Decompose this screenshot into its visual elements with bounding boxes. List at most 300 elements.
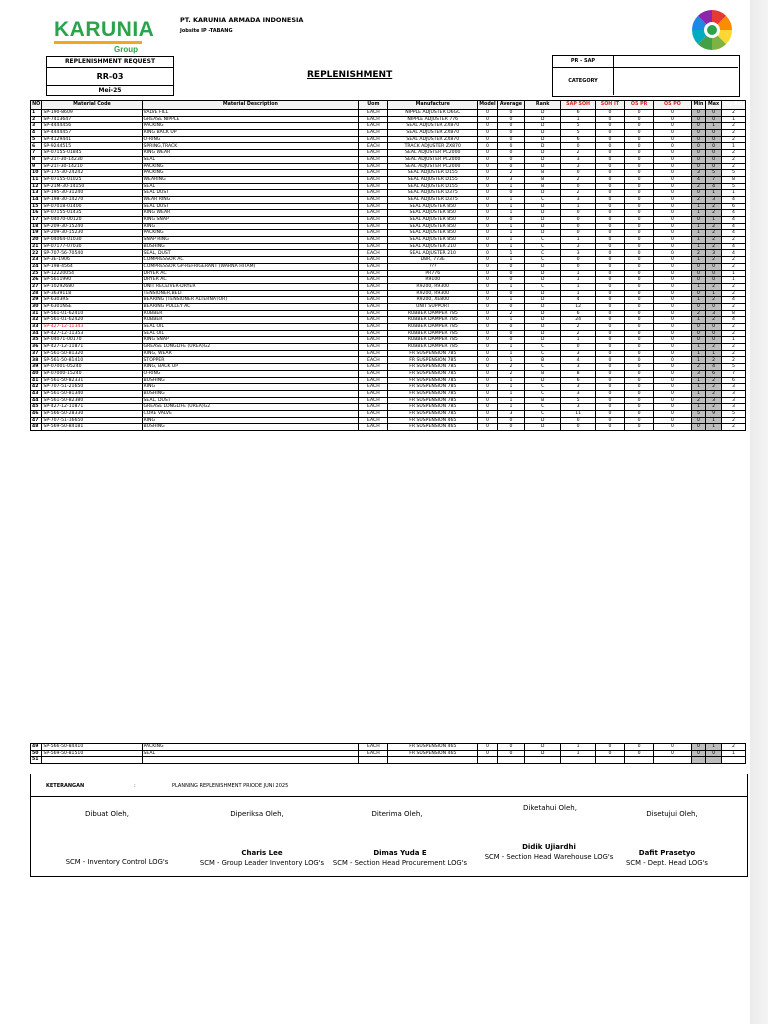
cell-max: 2 xyxy=(706,357,722,364)
cell-uom: EACH xyxy=(359,110,388,117)
table-row xyxy=(31,130,746,137)
cell-max: 1 xyxy=(706,217,722,224)
cell-no: 3 xyxy=(31,123,42,130)
cell-qty-req: 2 xyxy=(721,744,745,751)
cell-material-description: BUSHING xyxy=(142,243,359,250)
signature-action: Diterima Oleh, xyxy=(371,810,423,818)
cell-sap-soh: 3 xyxy=(561,404,595,411)
cell-material-description: PACKING xyxy=(142,230,359,237)
cell-manufacture: RUBBER DAMPER 785 xyxy=(388,344,478,351)
cell-no: 49 xyxy=(31,744,42,751)
cell-os-pr: 0 xyxy=(625,143,654,150)
cell-sap-soh: 1 xyxy=(561,744,595,751)
cell-qty-req: 3 xyxy=(721,384,745,391)
cell-uom: EACH xyxy=(359,297,388,304)
cell-max: 0 xyxy=(706,143,722,150)
cell-average: 0 xyxy=(497,190,524,197)
cell-model: 0 xyxy=(478,203,498,210)
cell-os-pr: 0 xyxy=(625,116,654,123)
cell-model: 0 xyxy=(478,337,498,344)
cell-os-po: 0 xyxy=(654,350,692,357)
cell-soh-it: 0 xyxy=(595,110,624,117)
cell-manufacture: FR SUSPENSION 785 xyxy=(388,404,478,411)
cell-soh-it: 0 xyxy=(595,210,624,217)
cell-rank: D xyxy=(524,324,560,331)
cell-rank: D xyxy=(524,277,560,284)
cell-max: 3 xyxy=(706,196,722,203)
cell-manufacture: TRACK ADJUSTER ZX870 xyxy=(388,143,478,150)
col-material-description-header: Material Description xyxy=(142,101,359,110)
cell-os-pr: 0 xyxy=(625,370,654,377)
cell-os-po: 0 xyxy=(654,297,692,304)
cell-max: 6 xyxy=(706,370,722,377)
cell-material-description: SEAL DUST xyxy=(142,190,359,197)
cell-qty-req: 6 xyxy=(721,203,745,210)
cell-os-po: 0 xyxy=(654,250,692,257)
cell-soh-it: 0 xyxy=(595,250,624,257)
cell-no: 46 xyxy=(31,410,42,417)
cell-no: 48 xyxy=(31,424,42,431)
cell-min: 2 xyxy=(691,397,706,404)
cell-average: 1 xyxy=(497,377,524,384)
cell-os-pr: 0 xyxy=(625,324,654,331)
cell-model: 0 xyxy=(478,750,498,757)
cell-os-po: 0 xyxy=(654,176,692,183)
cell-material-description: STOPPER xyxy=(142,357,359,364)
cell-os-pr: 0 xyxy=(625,283,654,290)
cell-soh-it: 0 xyxy=(595,297,624,304)
cell-manufacture: D8R, 773E xyxy=(388,257,478,264)
cell-material-code: SP-209-30-15230 xyxy=(42,230,142,237)
table-row xyxy=(31,310,746,317)
cell-average: 1 xyxy=(497,344,524,351)
cell-manufacture: FR SUSPENSION 785 xyxy=(388,384,478,391)
cell-average: 1 xyxy=(497,283,524,290)
cell-min: 0 xyxy=(691,150,706,157)
cell-material-description: RING WEAR xyxy=(142,210,359,217)
cell-min: 1 xyxy=(691,223,706,230)
cell-max: 2 xyxy=(706,344,722,351)
cell-model: 0 xyxy=(478,344,498,351)
cell-min: 0 xyxy=(691,330,706,337)
cell-material-description: WEAR RING xyxy=(142,196,359,203)
table-row xyxy=(31,230,746,237)
cell-average: 0 xyxy=(497,270,524,277)
cell-model: 0 xyxy=(478,130,498,137)
cell-material-code: SP-4444456 xyxy=(42,123,142,130)
cell-uom: EACH xyxy=(359,397,388,404)
cell-no: 24 xyxy=(31,263,42,270)
cell-soh-it: 0 xyxy=(595,410,624,417)
cell-sap-soh: 11 xyxy=(561,410,595,417)
color-wheel-logo-icon xyxy=(690,8,734,52)
table-row xyxy=(31,384,746,391)
cell-rank: C xyxy=(524,390,560,397)
cell-os-po: 0 xyxy=(654,357,692,364)
cell-qty-req: 8 xyxy=(721,310,745,317)
cell-sap-soh: 24 xyxy=(561,317,595,324)
cell-soh-it: 0 xyxy=(595,270,624,277)
cell-model: 0 xyxy=(478,417,498,424)
cell-no: 34 xyxy=(31,330,42,337)
cell-soh-it: 0 xyxy=(595,277,624,284)
cell-max: 1 xyxy=(706,744,722,751)
table-row xyxy=(31,123,746,130)
cell-min: 0 xyxy=(691,263,706,270)
cell-average: 1 xyxy=(497,357,524,364)
cell-model: 0 xyxy=(478,377,498,384)
cell-max: 1 xyxy=(706,190,722,197)
col-no-header: NO xyxy=(31,101,42,110)
cell-soh-it: 0 xyxy=(595,417,624,424)
cell-rank: B xyxy=(524,370,560,377)
cell-qty-req: 2 xyxy=(721,303,745,310)
signature-action: Diperiksa Oleh, xyxy=(230,810,284,818)
signature-role-block-5 xyxy=(602,849,732,867)
cell-os-pr: 0 xyxy=(625,183,654,190)
cell-uom: EACH xyxy=(359,344,388,351)
table-row xyxy=(31,196,746,203)
table-row xyxy=(31,390,746,397)
cell-average: 1 xyxy=(497,243,524,250)
cell-min: 2 xyxy=(691,196,706,203)
cell-material-code: SP-561-01-62420 xyxy=(42,317,142,324)
cell-material-description: SEAL xyxy=(142,750,359,757)
cell-material-code: SP-427-12-11353 xyxy=(42,330,142,337)
cell-min: 0 xyxy=(691,270,706,277)
cell-uom: EACH xyxy=(359,350,388,357)
cell-no: 2 xyxy=(31,116,42,123)
cell-os-po: 0 xyxy=(654,230,692,237)
cell-uom: EACH xyxy=(359,750,388,757)
cell-no: 41 xyxy=(31,377,42,384)
cell-os-pr: 0 xyxy=(625,136,654,143)
cell-no: 13 xyxy=(31,190,42,197)
table-row xyxy=(31,116,746,123)
cell-model: 0 xyxy=(478,217,498,224)
cell-rank: D xyxy=(524,750,560,757)
cell-soh-it: 0 xyxy=(595,424,624,431)
cell-os-pr: 0 xyxy=(625,243,654,250)
cell-os-po: 0 xyxy=(654,237,692,244)
request-month: Mei-25 xyxy=(98,87,122,94)
cell-material-code: SP-569-50-84181 xyxy=(42,424,142,431)
cell-no: 15 xyxy=(31,203,42,210)
cell-min: 3 xyxy=(691,170,706,177)
cell-sap-soh: 3 xyxy=(561,364,595,371)
cell-max: 0 xyxy=(706,330,722,337)
signature-role-block-3 xyxy=(320,849,480,867)
cell-qty-req: 4 xyxy=(721,297,745,304)
cell-model: 0 xyxy=(478,116,498,123)
cell-material-description: VALVE FILL xyxy=(142,110,359,117)
cell-os-po: 0 xyxy=(654,163,692,170)
cell-min: 0 xyxy=(691,116,706,123)
cell-min: 2 xyxy=(691,183,706,190)
signature-block-3 xyxy=(327,810,467,818)
cell-os-pr: 0 xyxy=(625,744,654,751)
cell-os-pr: 0 xyxy=(625,270,654,277)
cell-max: 2 xyxy=(706,243,722,250)
cell-manufacture: SEAL ADJUSTER ZX870 xyxy=(388,136,478,143)
cell-material-description: BUSHING xyxy=(142,377,359,384)
table-row xyxy=(31,223,746,230)
table-row xyxy=(31,750,746,757)
signature-name: Dimas Yuda E xyxy=(373,849,427,857)
cell-sap-soh: 12 xyxy=(561,303,595,310)
cell-average: 2 xyxy=(497,310,524,317)
cell-no: 21 xyxy=(31,243,42,250)
col-manufacture-header: Manufacture xyxy=(388,101,478,110)
cell-rank: D xyxy=(524,123,560,130)
cell-soh-it: 0 xyxy=(595,350,624,357)
cell-manufacture: SEAL ADJUSTER D155 xyxy=(388,176,478,183)
cell-os-pr: 0 xyxy=(625,297,654,304)
signature-name: Dafit Prasetyo xyxy=(638,849,696,857)
cell-qty-req: 2 xyxy=(721,257,745,264)
cell-no: 23 xyxy=(31,257,42,264)
cell-min: 0 xyxy=(691,123,706,130)
cell-rank: C xyxy=(524,410,560,417)
cell-manufacture xyxy=(388,757,478,764)
cell-average: 0 xyxy=(497,116,524,123)
cell-material-description: GREASE LONGLIFE (UREA)G2 xyxy=(142,404,359,411)
cell-qty-req: 2 xyxy=(721,150,745,157)
signature-block-2 xyxy=(187,810,327,818)
col-os-po-header: OS PO xyxy=(654,101,692,110)
table-row xyxy=(31,330,746,337)
request-title: REPLENISHMENT REQUEST xyxy=(47,57,173,68)
cell-min: 1 xyxy=(691,317,706,324)
signature-role: SCM - Section Head Warehouse LOG's xyxy=(484,853,614,861)
table-row xyxy=(31,183,746,190)
cell-model: 0 xyxy=(478,364,498,371)
cell-rank: D xyxy=(524,223,560,230)
cell-os-pr: 0 xyxy=(625,750,654,757)
cell-uom: EACH xyxy=(359,324,388,331)
cell-no: 6 xyxy=(31,143,42,150)
table-row xyxy=(31,156,746,163)
cell-average: 0 xyxy=(497,424,524,431)
cell-qty-req: 5 xyxy=(721,170,745,177)
cell-os-po: 0 xyxy=(654,110,692,117)
cell-rank: D xyxy=(524,417,560,424)
cell-os-pr: 0 xyxy=(625,170,654,177)
cell-model: 0 xyxy=(478,390,498,397)
cell-average: 1 xyxy=(497,230,524,237)
cell-max: 1 xyxy=(706,417,722,424)
cell-sap-soh: 8 xyxy=(561,370,595,377)
cell-min: 0 xyxy=(691,163,706,170)
cell-qty-req: 2 xyxy=(721,350,745,357)
cell-os-pr: 0 xyxy=(625,350,654,357)
cell-manufacture: FR SUSPENSION 785 xyxy=(388,350,478,357)
cell-os-po: 0 xyxy=(654,417,692,424)
col-average-header: Average xyxy=(497,101,524,110)
cell-rank: D xyxy=(524,190,560,197)
col-qty-req-header: Qty Req xyxy=(721,101,745,110)
cell-rank: C xyxy=(524,364,560,371)
cell-material-code: SP-5611990 xyxy=(42,277,142,284)
cell-os-pr: 0 xyxy=(625,310,654,317)
cell-no: 16 xyxy=(31,210,42,217)
cell-soh-it: 0 xyxy=(595,390,624,397)
cell-sap-soh: 1 xyxy=(561,116,595,123)
table-row xyxy=(31,350,746,357)
cell-no: 43 xyxy=(31,390,42,397)
cell-uom: EACH xyxy=(359,163,388,170)
cell-rank: D xyxy=(524,377,560,384)
cell-sap-soh: 0 xyxy=(561,170,595,177)
cell-average: 0 xyxy=(497,130,524,137)
cell-qty-req: 2 xyxy=(721,237,745,244)
cell-min: 0 xyxy=(691,324,706,331)
cell-manufacture: SEAL ADJUSTER PC2000 xyxy=(388,163,478,170)
cell-min: 1 xyxy=(691,297,706,304)
cell-soh-it: 0 xyxy=(595,237,624,244)
cell-qty-req: 1 xyxy=(721,750,745,757)
cell-sap-soh: 3 xyxy=(561,163,595,170)
cell-manufacture: SEAL ADJUSTER PC2000 xyxy=(388,150,478,157)
cell-os-pr: 0 xyxy=(625,290,654,297)
cell-uom: EACH xyxy=(359,156,388,163)
cell-uom: EACH xyxy=(359,410,388,417)
cell-rank: D xyxy=(524,110,560,117)
cell-material-description: RUBBER xyxy=(142,317,359,324)
cell-rank: C xyxy=(524,243,560,250)
cell-os-pr: 0 xyxy=(625,384,654,391)
cell-os-pr: 0 xyxy=(625,210,654,217)
cell-min: 0 xyxy=(691,337,706,344)
cell-material-description: COMPRESSOR GP-REFRIGERANT (WARNA HITAM) xyxy=(142,263,359,270)
cell-uom: EACH xyxy=(359,303,388,310)
cell-average: 3 xyxy=(497,410,524,417)
cell-sap-soh: 0 xyxy=(561,417,595,424)
cell-os-pr: 0 xyxy=(625,130,654,137)
notes-value: PLANNING REPLENISHMENT PRIODE JUNI 2025 xyxy=(172,783,289,789)
cell-material-code: SP-6303RS xyxy=(42,297,142,304)
cell-min: 5 xyxy=(691,410,706,417)
cell-min: 2 xyxy=(691,250,706,257)
cell-os-po: 0 xyxy=(654,390,692,397)
cell-qty-req: 1 xyxy=(721,337,745,344)
cell-min: 1 xyxy=(691,203,706,210)
cell-sap-soh: 1 xyxy=(561,270,595,277)
cell-qty-req: 5 xyxy=(721,410,745,417)
cell-min: 1 xyxy=(691,350,706,357)
cell-os-po: 0 xyxy=(654,290,692,297)
cell-model: 0 xyxy=(478,270,498,277)
cell-soh-it: 0 xyxy=(595,176,624,183)
cell-uom: EACH xyxy=(359,390,388,397)
request-code: RR-03 xyxy=(47,68,173,86)
cell-material-description: UNIT RECEIVER-DRYER xyxy=(142,283,359,290)
replenishment-table-continued xyxy=(30,743,746,764)
cell-model: 0 xyxy=(478,243,498,250)
cell-qty-req: 8 xyxy=(721,176,745,183)
cell-max: 0 xyxy=(706,156,722,163)
cell-max: 0 xyxy=(706,303,722,310)
table-row xyxy=(31,370,746,377)
cell-rank: D xyxy=(524,217,560,224)
table-row xyxy=(31,237,746,244)
cell-no: 47 xyxy=(31,417,42,424)
cell-model: 0 xyxy=(478,263,498,270)
cell-soh-it: 0 xyxy=(595,143,624,150)
cell-soh-it: 0 xyxy=(595,290,624,297)
col-os-pr-header: OS PR xyxy=(625,101,654,110)
cell-min: 1 xyxy=(691,237,706,244)
cell-uom: EACH xyxy=(359,250,388,257)
signature-block-1 xyxy=(42,810,172,818)
cell-material-code: SP-707-56-70540 xyxy=(42,250,142,257)
cell-min: 0 xyxy=(691,290,706,297)
cell-uom: EACH xyxy=(359,196,388,203)
cell-qty-req: 4 xyxy=(721,243,745,250)
cell-rank: C xyxy=(524,250,560,257)
table-row xyxy=(31,757,746,764)
cell-material-description: RING, BACK UP xyxy=(142,364,359,371)
cell-material-code: SP-21T-30-14230 xyxy=(42,156,142,163)
cell-manufacture: FR SUSPENSION 785 xyxy=(388,370,478,377)
cell-model: 0 xyxy=(478,350,498,357)
cell-average: 2 xyxy=(497,170,524,177)
cell-sap-soh: 6 xyxy=(561,377,595,384)
cell-rank: D xyxy=(524,290,560,297)
col-model-header: Model xyxy=(478,101,498,110)
cell-os-po: 0 xyxy=(654,223,692,230)
cell-no: 38 xyxy=(31,357,42,364)
cell-average: 0 xyxy=(497,110,524,117)
table-row xyxy=(31,263,746,270)
cell-uom: EACH xyxy=(359,364,388,371)
cell-material-description: PACKING xyxy=(142,123,359,130)
cell-min: 1 xyxy=(691,230,706,237)
cell-rank: D xyxy=(524,203,560,210)
cell-sap-soh xyxy=(561,757,595,764)
cell-manufacture: SEAL ADJUSTER 850 xyxy=(388,203,478,210)
cell-no: 35 xyxy=(31,337,42,344)
cell-min: 0 xyxy=(691,190,706,197)
cell-average: 1 xyxy=(497,390,524,397)
cell-sap-soh: 3 xyxy=(561,243,595,250)
cell-max: 2 xyxy=(706,237,722,244)
cell-uom: EACH xyxy=(359,203,388,210)
cell-os-po: 0 xyxy=(654,263,692,270)
cell-sap-soh: 2 xyxy=(561,190,595,197)
cell-uom: EACH xyxy=(359,230,388,237)
cell-average: 1 xyxy=(497,350,524,357)
cell-soh-it: 0 xyxy=(595,330,624,337)
cell-os-pr: 0 xyxy=(625,330,654,337)
cell-material-description: RING SNAP xyxy=(142,337,359,344)
cell-model: 0 xyxy=(478,210,498,217)
cell-soh-it: 0 xyxy=(595,337,624,344)
cell-sap-soh: 2 xyxy=(561,324,595,331)
cell-material-code: SP-198-4564 xyxy=(42,263,142,270)
cell-os-pr: 0 xyxy=(625,364,654,371)
cell-os-po: 0 xyxy=(654,377,692,384)
cell-average: 1 xyxy=(497,183,524,190)
cell-sap-soh: 3 xyxy=(561,196,595,203)
jobsite-name: Jobsite IP -TABANG xyxy=(180,28,233,34)
cell-rank: C xyxy=(524,350,560,357)
cell-os-po: 0 xyxy=(654,337,692,344)
cell-max: 3 xyxy=(706,310,722,317)
cell-sap-soh: 2 xyxy=(561,176,595,183)
cell-manufacture: SEAL ADJUSTER 210 xyxy=(388,243,478,250)
cell-model: 0 xyxy=(478,324,498,331)
